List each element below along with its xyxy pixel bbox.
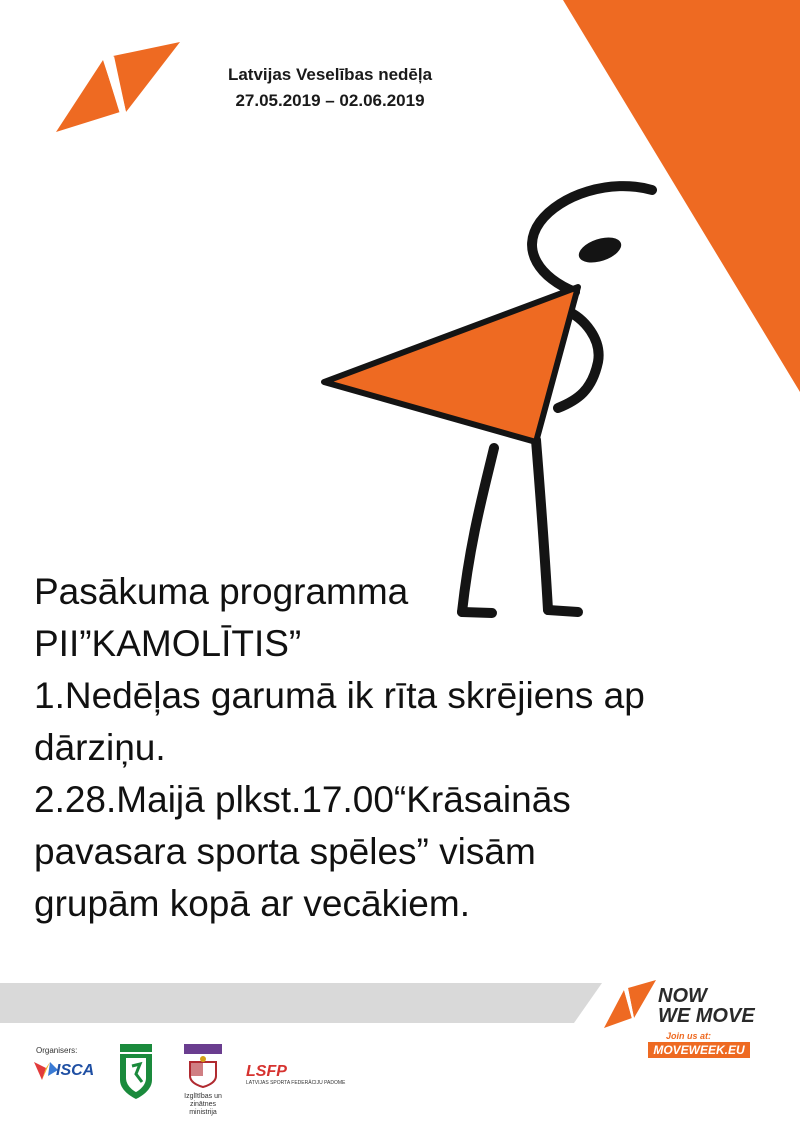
coat-of-arms-icon bbox=[180, 1044, 226, 1088]
now-we-move-line1: NOW bbox=[658, 985, 707, 1007]
join-us-label: Join us at: bbox=[666, 1031, 712, 1041]
stick-figure-illustration bbox=[300, 175, 700, 625]
event-title: Latvijas Veselības nedēļa bbox=[227, 65, 433, 84]
event-header bbox=[180, 62, 480, 114]
program-item-2-cont: pavasara sporta spēles” visām bbox=[34, 831, 536, 872]
lsfp-logo-icon bbox=[246, 1063, 346, 1090]
lisa-logo-icon bbox=[118, 1044, 154, 1100]
event-dates: 27.05.2019 – 02.06.2019 bbox=[235, 91, 425, 110]
moveweek-site-link[interactable]: MOVEWEEK.EU bbox=[648, 1042, 750, 1058]
lsfp-subtitle: LATVIJAS SPORTA FEDERĀCIJU PADOME bbox=[246, 1080, 346, 1086]
program-item-1: 1.Nedēļas garumā ik rīta skrējiens ap bbox=[34, 675, 645, 716]
ministry-name: Izglītības un zinātnes ministrija bbox=[184, 1093, 222, 1116]
now-we-move-line2: WE MOVE bbox=[658, 1005, 755, 1027]
lsfp-text: LSFP bbox=[246, 1063, 287, 1080]
program-item-2-end: grupām kopā ar vecākiem. bbox=[34, 883, 470, 924]
program-institution: PII”KAMOLĪTIS” bbox=[34, 623, 302, 664]
now-we-move-text bbox=[658, 986, 755, 1026]
program-item-2: 2.28.Maijā plkst.17.00“Krāsainās bbox=[34, 779, 571, 820]
isca-text: ISCA bbox=[56, 1062, 95, 1079]
program-heading: Pasākuma programma bbox=[34, 571, 409, 612]
program-text bbox=[34, 566, 754, 930]
now-we-move-logo-icon bbox=[604, 978, 656, 1030]
organisers-label: Organisers: bbox=[36, 1046, 78, 1055]
ministry-logo bbox=[180, 1044, 226, 1116]
program-item-1-cont: dārziņu. bbox=[34, 727, 166, 768]
isca-logo-icon bbox=[34, 1060, 104, 1084]
moveweek-logo-icon bbox=[56, 42, 184, 134]
